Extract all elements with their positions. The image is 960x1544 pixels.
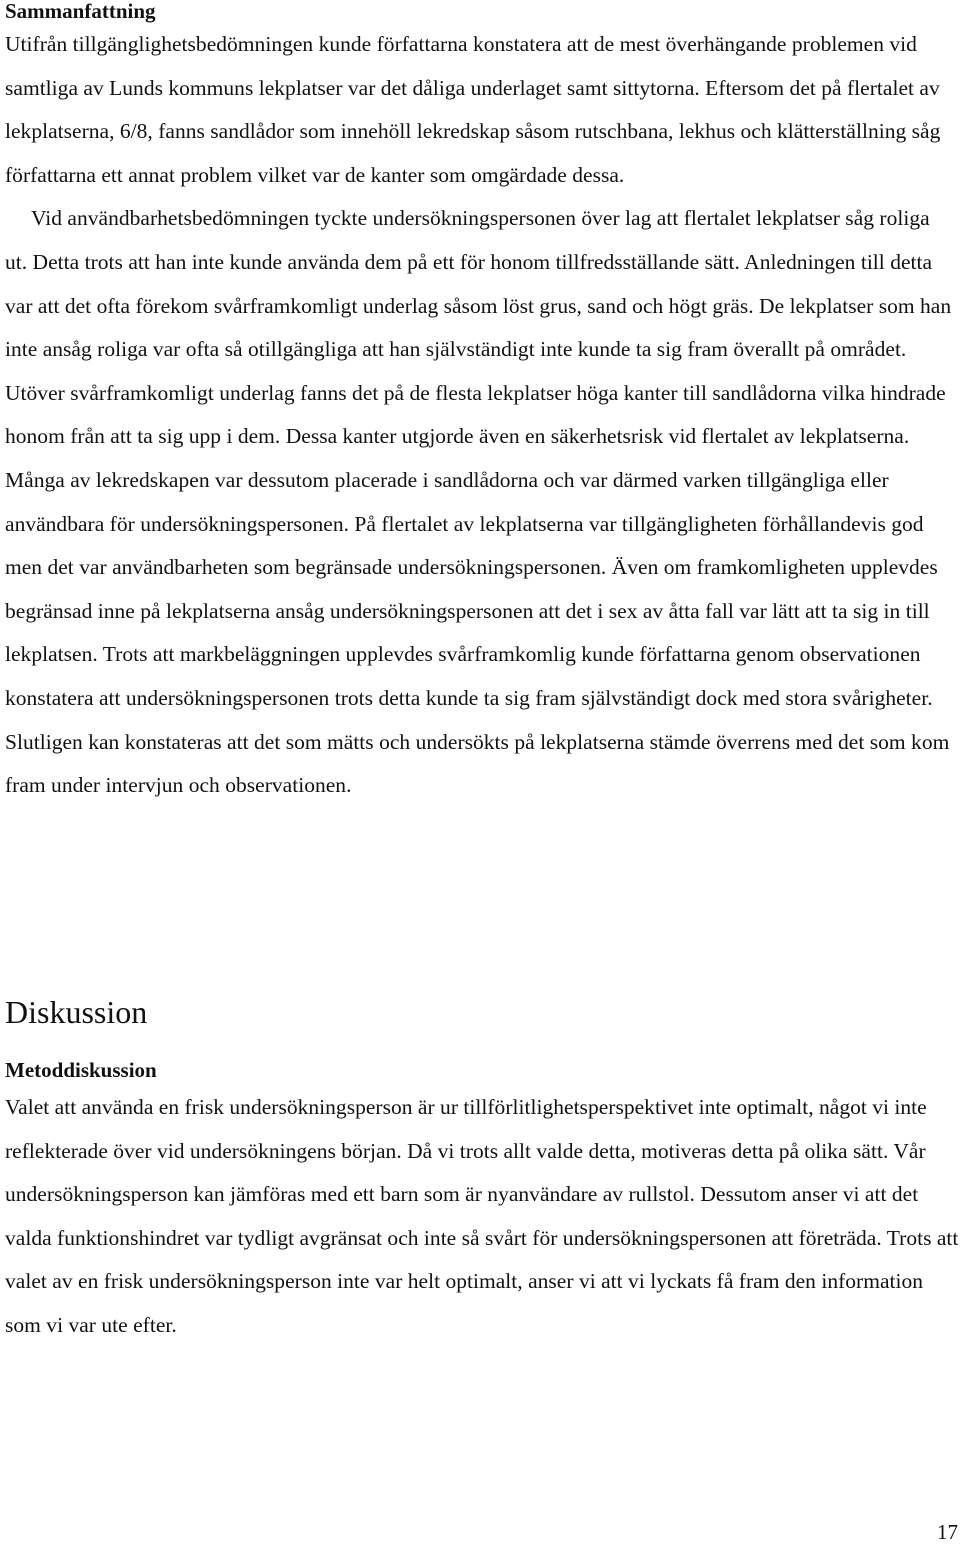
summary-paragraph-2: Vid användbarhetsbedömningen tyckte undersökningspersonen över lag att flertalet lekplatser såg roliga ut. Detta trots att han inte kunde använda dem på ett för honom tillfredsställande sätt. Anledningen till detta var att det ofta förekom svårframkomligt underlag såsom löst grus, sand och högt gräs. De lekplatser som han inte ansåg roliga var ofta så otillgängliga att han självständigt inte kunde ta sig fram överallt på området. Utöver svårframkomligt underlag fanns det på de flesta lekplatser höga kanter till sandlådorna vilka hindrade honom från att ta sig upp i dem. Dessa kanter utgjorde även en säkerhetsrisk vid flertalet av lekplatserna. Många av lekredskapen var dessutom placerade i sandlådorna och var därmed varken tillgängliga eller användbara för undersökningspersonen. På flertalet av lekplatserna var tillgängligheten förhållandevis god men det var användbarheten som begränsade undersökningspersonen. Även om framkomligheten upplevdes begränsad inne på lekplatserna ansåg undersökningspersonen att det i sex av åtta fall var lätt att ta sig in till lekplatsen. Trots att markbeläggningen upplevdes svårframkomlig kunde författarna genom observationen konstatera att undersökningspersonen trots detta kunde ta sig fram självständigt dock med stora svårigheter. Slutligen kan konstateras att det som mätts och undersökts på lekplatserna stämde överrens med det som kom fram under intervjun och observationen. bbox=[5, 206, 952, 798]
page-number: 17 bbox=[937, 1520, 958, 1544]
discussion-title: Diskussion bbox=[5, 994, 148, 1030]
summary-paragraph-1: Utifrån tillgänglighetsbedömningen kunde författarna konstatera att de mest överhängande problemen vid samtliga av Lunds kommuns lekplatser var det dåliga underlaget samt sittytorna. Eftersom det på flertalet av lekplatserna, 6/8, fanns sandlådor som innehöll lekredskap såsom rutschbana, lekhus och klätterställning såg författarna ett annat problem vilket var de kanter som omgärdade dessa. bbox=[5, 32, 941, 187]
summary-heading: Sammanfattning bbox=[5, 0, 156, 23]
method-discussion-heading: Metoddiskussion bbox=[5, 1058, 157, 1082]
method-discussion-paragraph: Valet att använda en frisk undersökningsperson är ur tillförlitlighetsperspektivet inte optimalt, något vi inte reflekterade över vid undersökningens början. Då vi trots allt valde detta, motiveras detta på olika sätt. Vår undersökningsperson kan jämföras med ett barn som är nyanvändare av rullstol. Dessutom anser vi att det valda funktionshindret var tydligt avgränsat och inte så svårt för undersökningspersonen att företräda. Trots att valet av en frisk undersökningsperson inte var helt optimalt, anser vi att vi lyckats få fram den information som vi var ute efter. bbox=[5, 1095, 959, 1337]
document-page bbox=[5, 0, 959, 1337]
